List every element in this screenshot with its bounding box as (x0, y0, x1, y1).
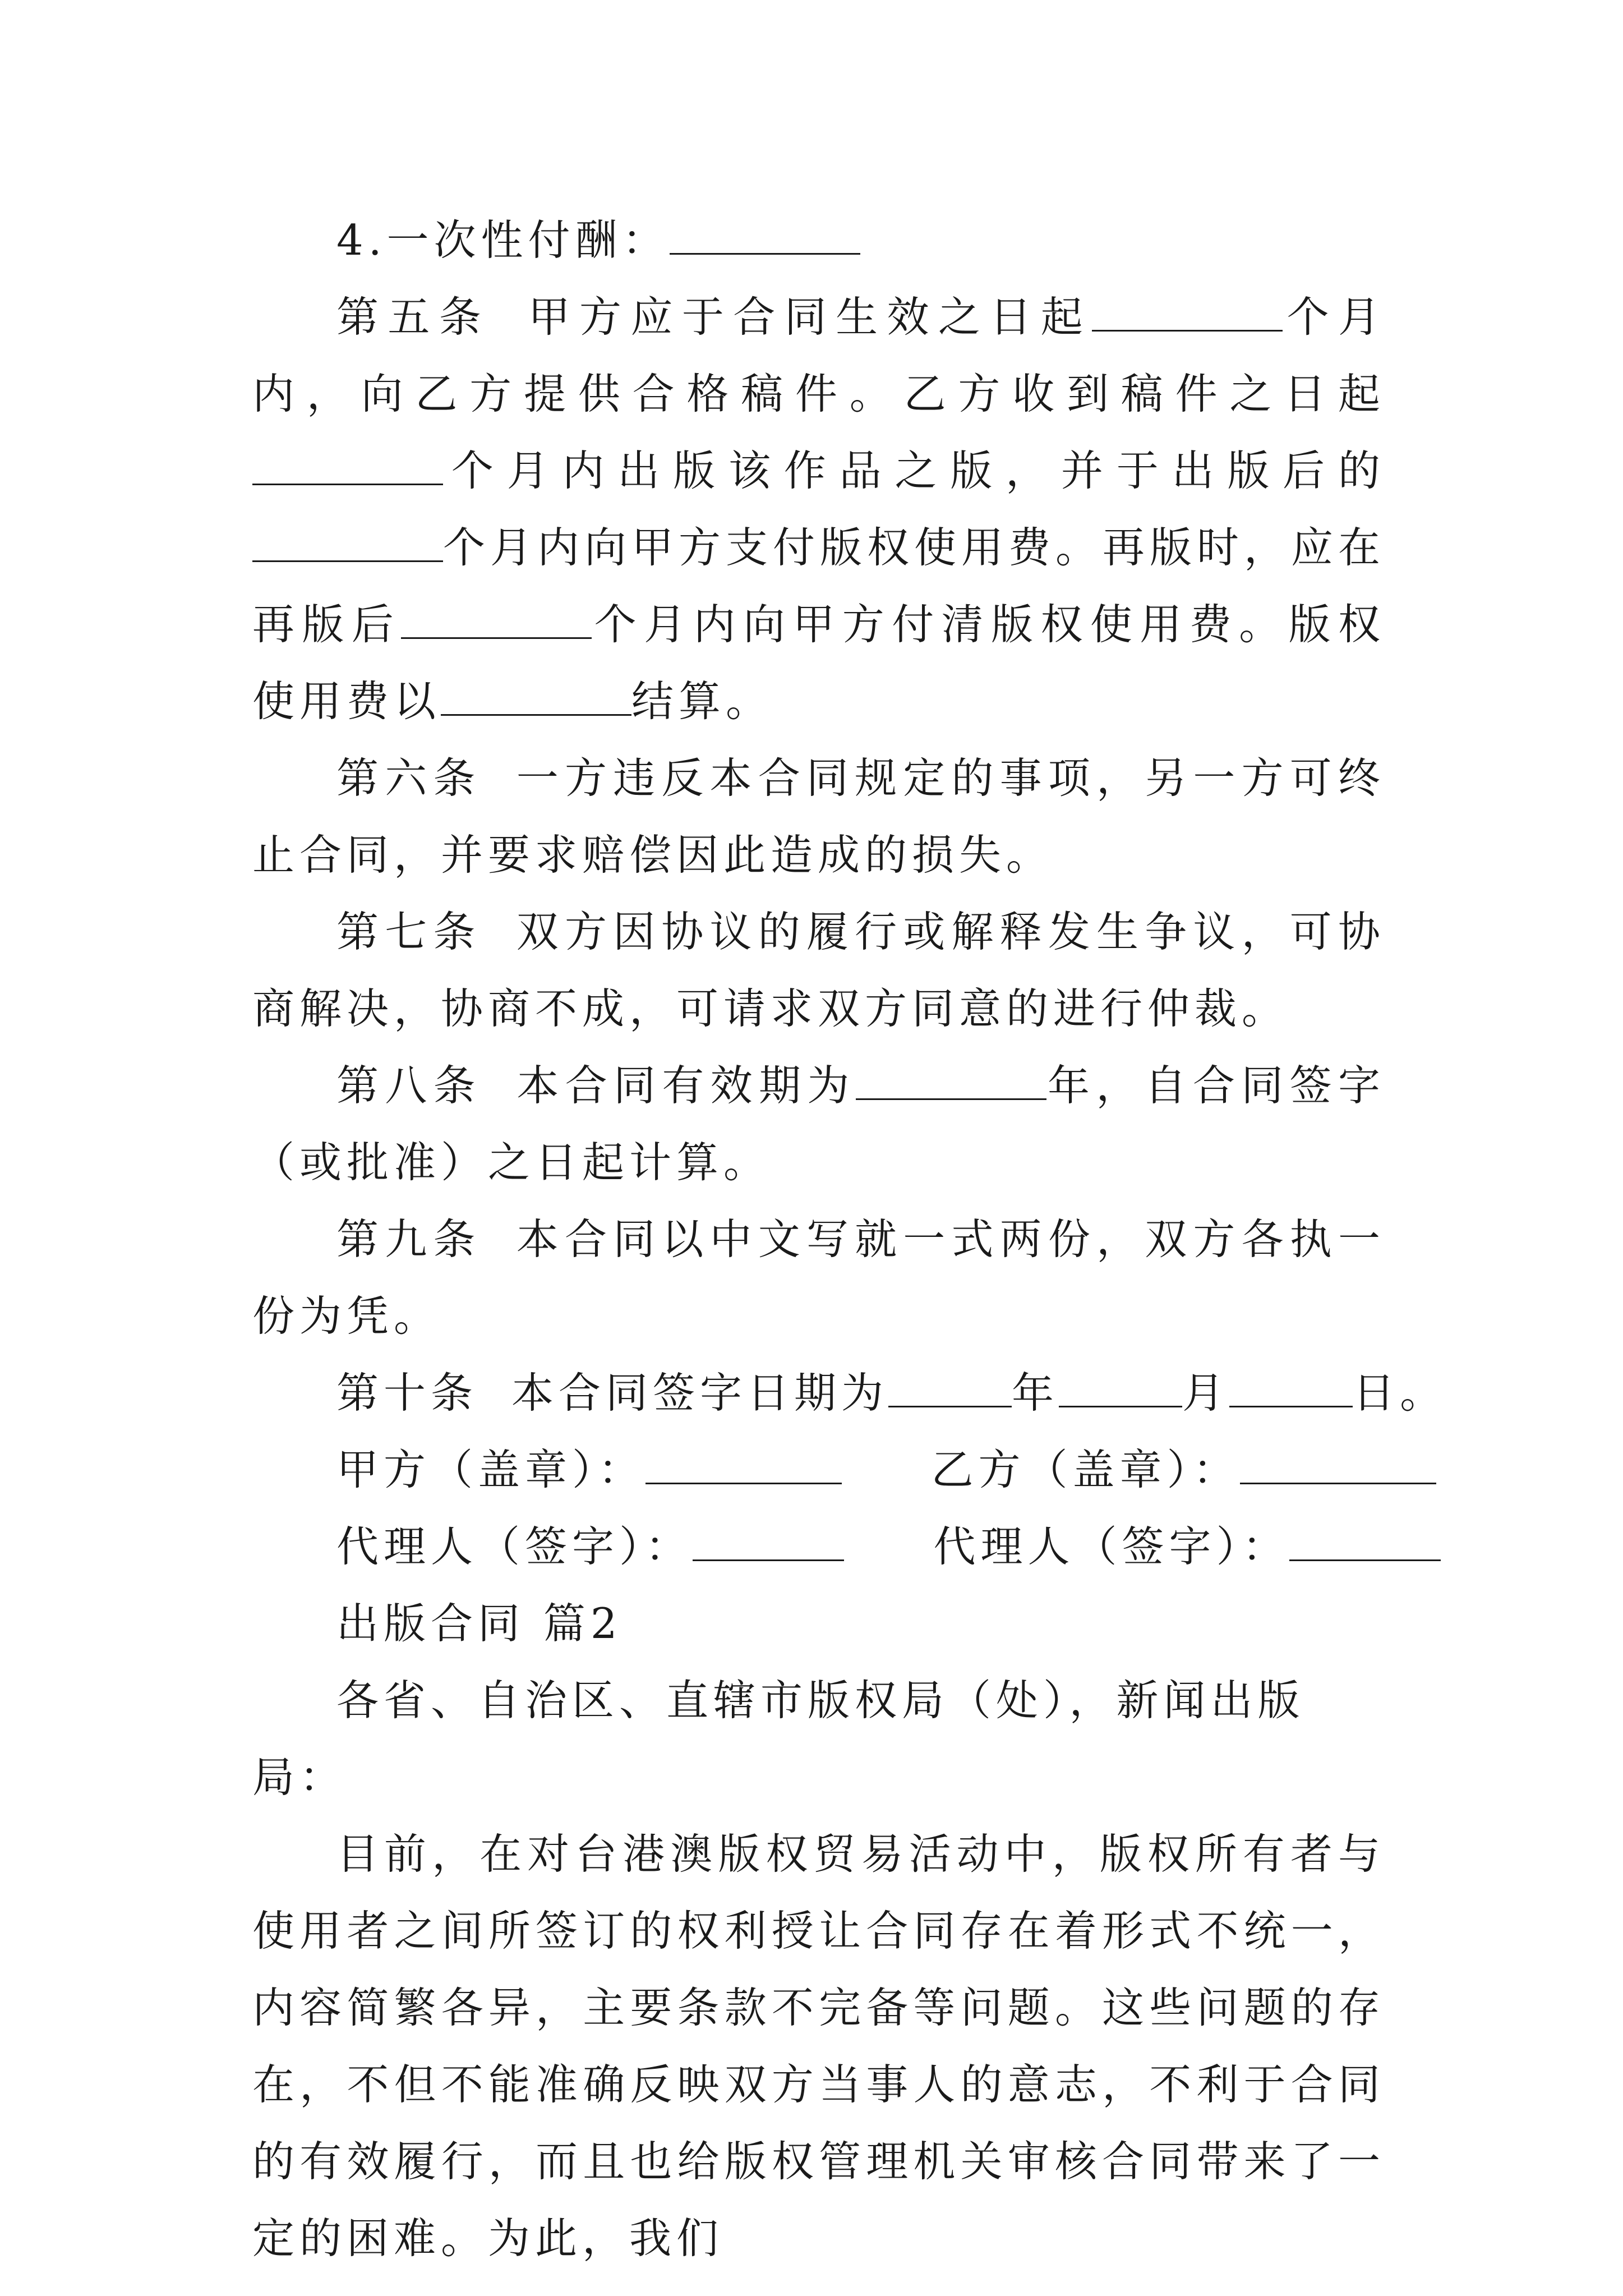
agent-a-blank[interactable] (693, 1524, 844, 1561)
fill-blank[interactable] (441, 678, 631, 716)
item-4-label: 4.一次性付酬： (336, 215, 670, 265)
article-6-title: 第六条 (336, 753, 482, 803)
day-blank[interactable] (1229, 1370, 1353, 1407)
article-10-title: 第十条 (336, 1368, 478, 1418)
fill-blank[interactable] (252, 524, 443, 562)
agent-b-label: 代理人（签字）： (933, 1522, 1290, 1571)
year-blank[interactable] (888, 1370, 1012, 1407)
party-a-seal-label: 甲方（盖章）： (336, 1445, 645, 1494)
agent-a-label: 代理人（签字）： (336, 1522, 693, 1571)
notice-body: 目前，在对台港澳版权贸易活动中，版权所有者与使用者之间所签订的权利授让合同存在着形式不统一，内容简繁各异，主要条款不完备等问题。这些问题的存在，不但不能准确反映双方当事人的意志，不利于合同的有效履行，而且也给版权管理机关审核合同带来了一定的困难。为此，我们 (252, 1829, 1385, 2263)
article-5: 第五条 甲方应于合同生效之日起 个月内，向乙方提供合格稿件。乙方收到稿件之日起个月内出版该作品之版，并于出版后的个月内向甲方支付版权使用费。再版时，应在再版后 个月内向甲方付清版权使用费。版权使用费以 结算。 (252, 292, 1386, 726)
article-8: 第八条 本合同有效期为 年，自合同签字（或批准）之日起计算。 (252, 1061, 1385, 1187)
fill-blank[interactable] (670, 217, 860, 255)
month-blank[interactable] (1059, 1370, 1182, 1407)
article-9: 第九条 本合同以中文写就一式两份，双方各执一份为凭。 (252, 1214, 1385, 1341)
article-5-title: 第五条 (336, 292, 491, 342)
agent-signature-line (252, 1508, 1385, 1585)
article-7: 第七条 双方因协议的履行或解释发生争议，可协商解决，协商不成，可请求双方同意的进行仲裁。 (252, 907, 1385, 1033)
article-6: 第六条 一方违反本合同规定的事项，另一方可终止合同，并要求赔偿因此造成的损失。 (252, 753, 1385, 880)
agent-b-blank[interactable] (1289, 1524, 1441, 1561)
party-b-seal-label: 乙方（盖章）： (931, 1445, 1241, 1494)
party-b-seal-blank[interactable] (1240, 1447, 1436, 1484)
fill-blank[interactable] (856, 1062, 1046, 1100)
article-7-title: 第七条 (336, 907, 482, 956)
item-4-one-time-payment (252, 202, 1385, 279)
fill-blank[interactable] (252, 448, 443, 485)
article-8-title: 第八条 (336, 1061, 482, 1110)
document-page (252, 202, 1447, 2263)
party-seal-line (252, 1432, 1385, 1508)
fill-blank[interactable] (401, 601, 592, 639)
fill-blank[interactable] (1092, 294, 1283, 332)
party-a-seal-blank[interactable] (645, 1447, 842, 1484)
section-2-title: 出版合同 篇2 (336, 1599, 623, 1648)
notice-addressee: 各省、自治区、直辖市版权局（处），新闻出版局： (252, 1676, 1305, 1802)
article-10: 第十条 本合同签字日期为 年 月 日。 (336, 1368, 1447, 1418)
article-9-title: 第九条 (336, 1214, 482, 1264)
